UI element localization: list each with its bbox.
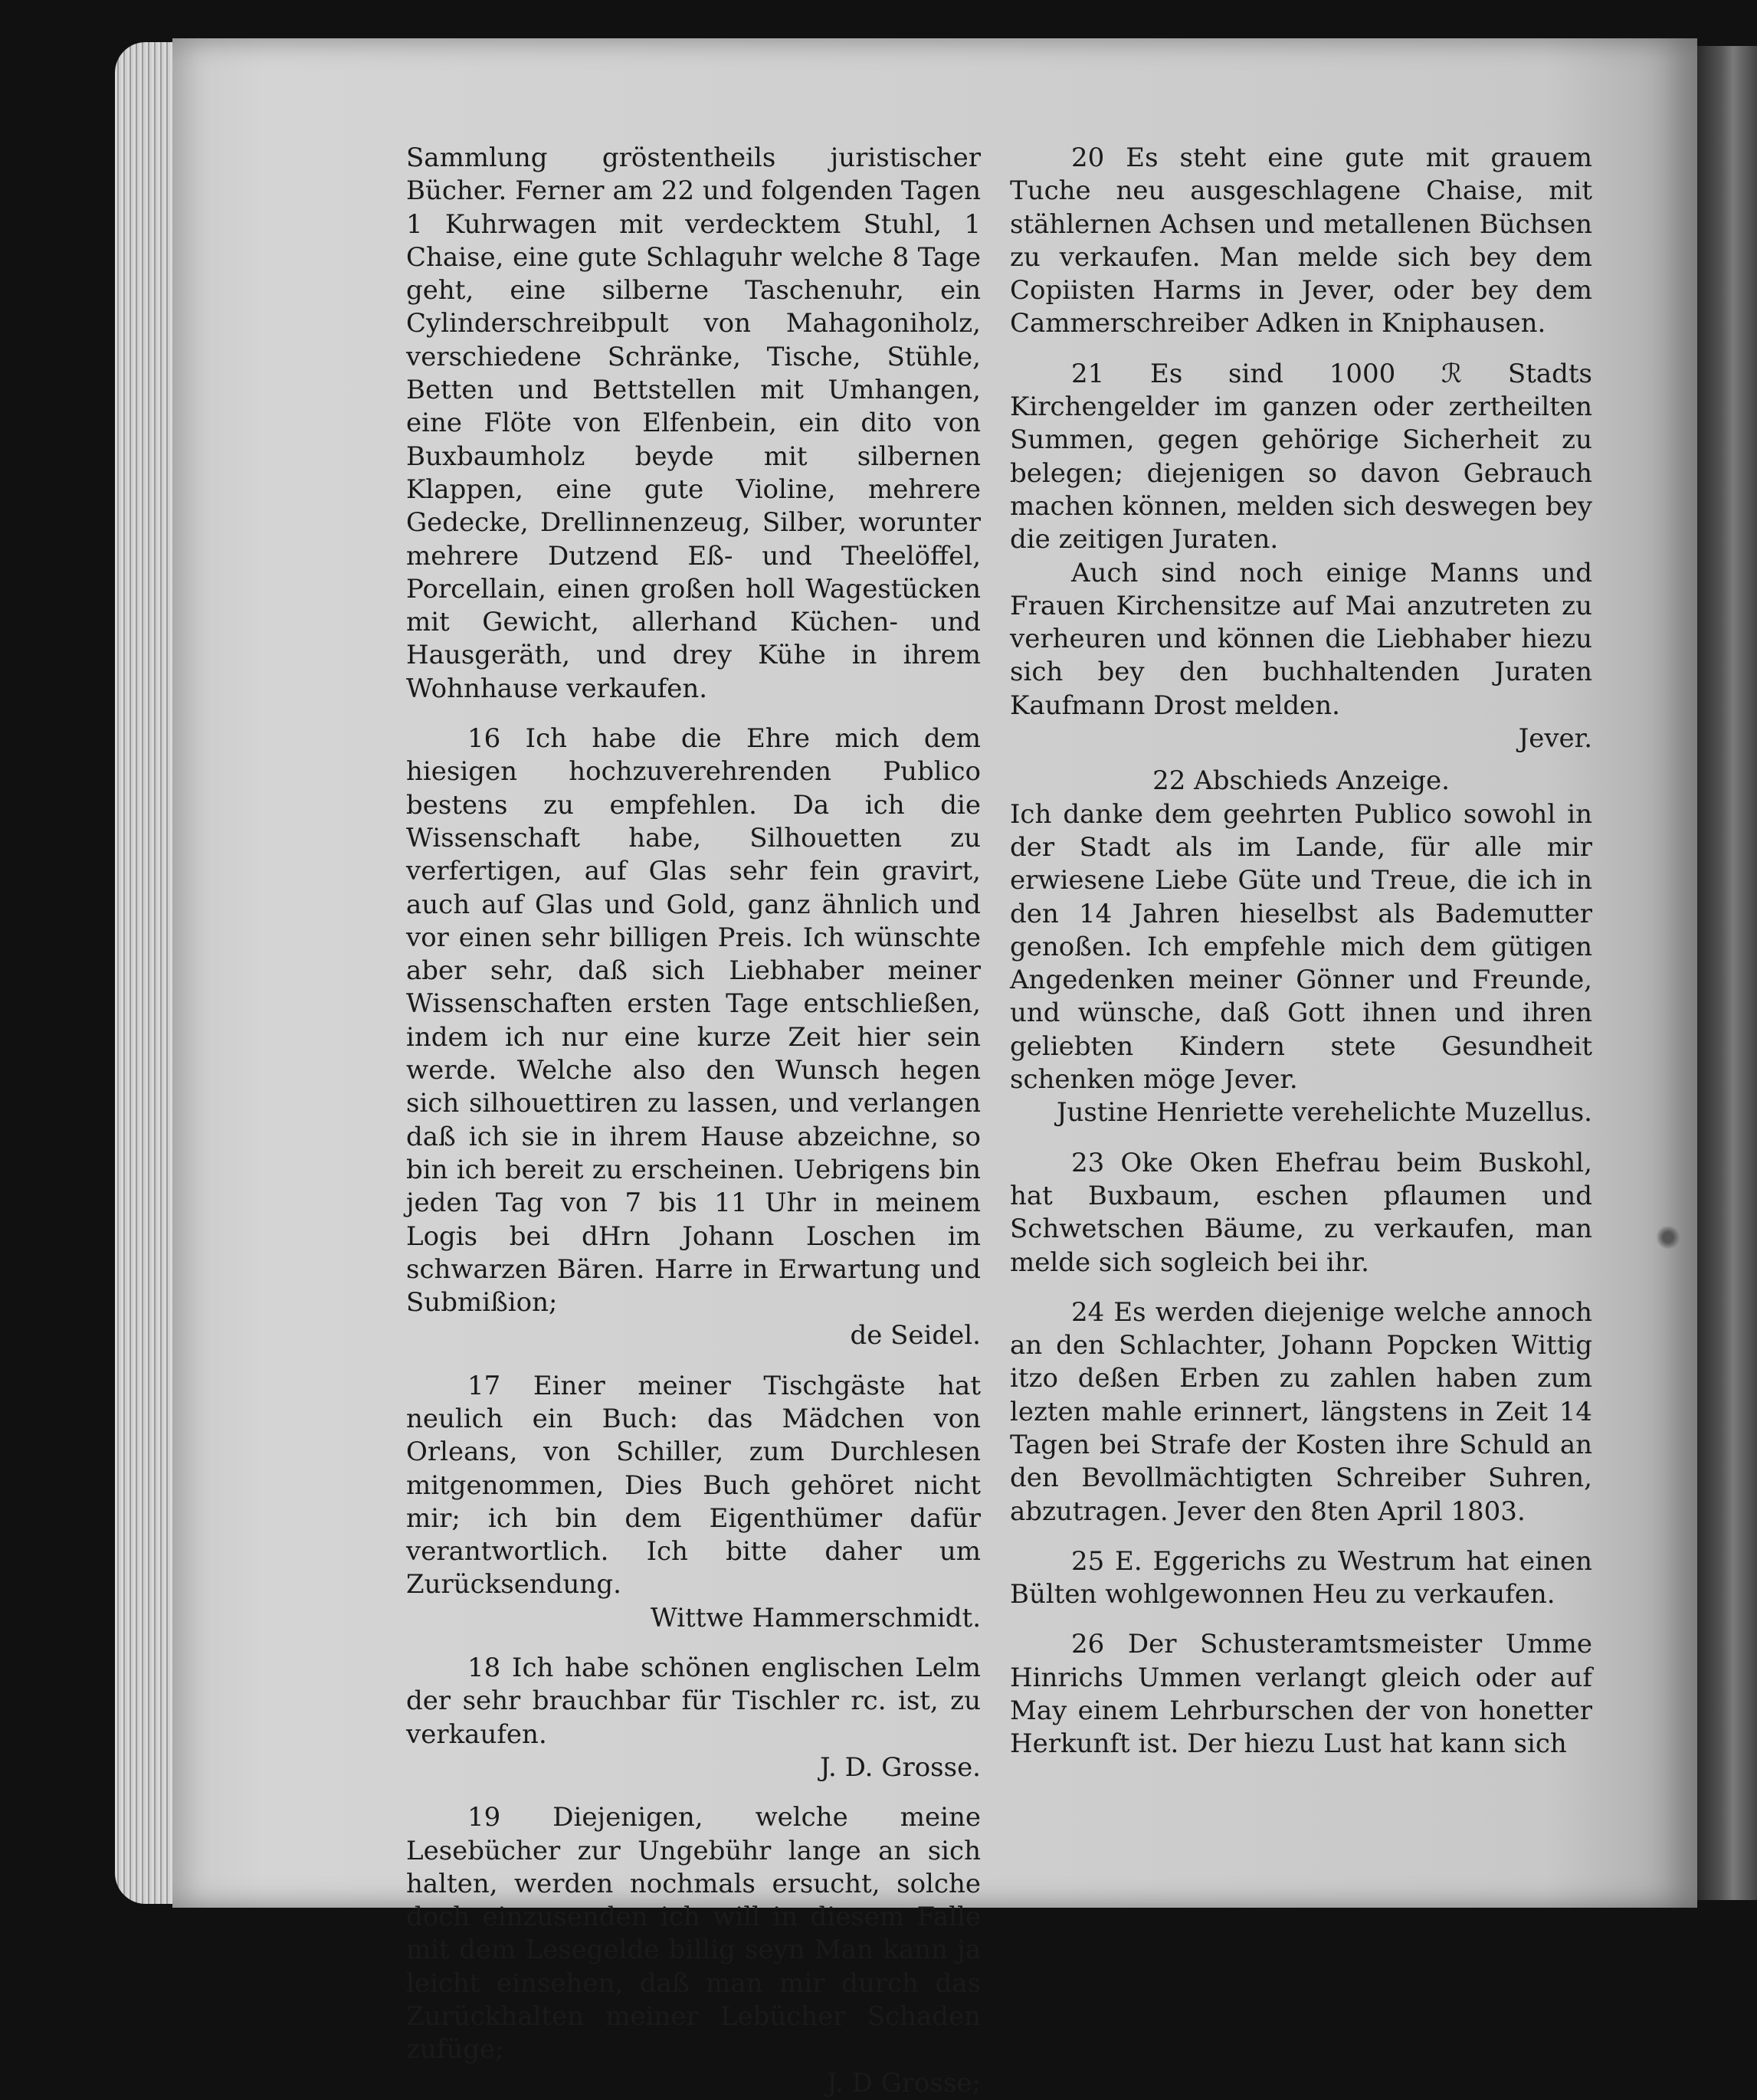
notice-23 xyxy=(1010,1147,1592,1279)
ink-stain xyxy=(1655,1226,1681,1249)
notice-17-text: 17 Einer meiner Tischgäste hat neulich ein Buch: das Mädchen von Orleans, von Schiller, zum Durchlesen mitgenommen, Dies Buch gehöret nicht mir; ich bin dem Eigenthümer dafür verantwortlich. Ich bitte daher um Zurücksendung. xyxy=(406,1370,981,1600)
notice-25-text: 25 E. Eggerichs zu Westrum hat einen Bülten wohlgewonnen Heu zu verkaufen. xyxy=(1010,1545,1592,1610)
notice-22-signature: Justine Henriette verehelichte Muzellus. xyxy=(1056,1097,1592,1129)
notice-20-text: 20 Es steht eine gute mit grauem Tuche neu ausgeschlagene Chaise, mit stählernen Achsen und metallenen Büchsen zu verkaufen. Man melde sich bey dem Copiisten Harms in Jever, oder bey dem Cammerschreiber Adken in Kniphausen. xyxy=(1010,143,1592,339)
notice-26 xyxy=(1010,1628,1592,1761)
notice-24 xyxy=(1010,1296,1592,1528)
book-gutter-edge xyxy=(1697,46,1757,1900)
notice-21 xyxy=(1010,358,1592,756)
notice-18 xyxy=(406,1652,981,1784)
notice-21-place: Jever. xyxy=(1518,723,1592,755)
auction-continuation xyxy=(406,142,981,706)
notice-21-addendum: Auch sind noch einige Manns und Frauen Kirchensitze auf Mai anzutreten zu verheuren und können die Liebhaber hiezu sich bey den buchhaltenden Juraten Kaufmann Drost melden. xyxy=(1010,557,1592,721)
notice-16-text: 16 Ich habe die Ehre mich dem hiesigen hochzuverehrenden Publico bestens zu empfehlen. Da ich die Wissenschaft habe, Silhouetten zu verfertigen, auf Glas sehr fein gravirt, auch auf Glas und Gold, ganz ähnlich und vor einen sehr billigen Preis. Ich wünschte aber sehr, daß sich Liebhaber meiner Wissenschaften ersten Tage entschließen, indem ich nur eine kurze Zeit hier sein werde. Welche also den Wunsch hegen sich silhouettiren zu lassen, und verlangen daß ich sie in ihrem Hause abzeichne, so bin ich bereit zu erscheinen. Uebrigens bin jeden Tag von 7 bis 11 Uhr in meinem Logis bei dHrn Johann Loschen im schwarzen Bären. Harre in Erwartung und Submißion; xyxy=(406,723,981,1319)
notice-16-signature: de Seidel. xyxy=(850,1320,981,1351)
notice-19 xyxy=(406,1801,981,2100)
notice-25 xyxy=(1010,1545,1592,1612)
auction-text: Sammlung gröstentheils juristischer Bücher. Ferner am 22 und folgenden Tagen 1 Kuhrwagen mit verdecktem Stuhl, 1 Chaise, eine gute Schlaguhr welche 8 Tage geht, eine silberne Taschenuhr, ein Cylinderschreibpult von Mahagoniholz, verschiedene Schränke, Tische, Stühle, Betten und Bettstellen mit Umhangen, eine Flöte von Elfenbein, ein dito von Buxbaumholz beyde mit silbernen Klappen, eine gute Violine, mehrere Gedecke, Drellinnenzeug, Silber, worunter mehrere Dutzend Eß- und Theelöffel, Porcellain, einen großen holl Wagestücken mit Gewicht, allerhand Küchen- und Hausgeräth, und drey Kühe in ihrem Wohnhause verkaufen. xyxy=(406,143,981,704)
notice-19-text: 19 Diejenigen, welche meine Lesebücher zur Ungebühr lange an sich halten, werden nochmals ersucht, solche doch einzusenden ich will in diesem Falle mit dem Lesegelde billig seyn Man kann ja leicht einsehen, daß man mir durch das Zurückhalten meiner Lebücher Schaden zufüge; xyxy=(406,1802,981,2066)
notice-24-text: 24 Es werden diejenige welche annoch an den Schlachter, Johann Popcken Wittig itzo deßen Erben zu zahlen haben zum lezten mahle erinnert, längstens in Zeit 14 Tagen bei Strafe der Kosten ihre Schuld an den Bevollmächtigten Schreiber Suhren, abzutragen. Jever den 8ten April 1803. xyxy=(1010,1296,1592,1527)
left-column xyxy=(406,142,981,2100)
notice-26-text: 26 Der Schusteramtsmeister Umme Hinrichs Ummen verlangt gleich oder auf May einem Lehrburschen der von honetter Herkunft ist. Der hiezu Lust hat kann sich xyxy=(1010,1629,1592,1760)
notice-22 xyxy=(1010,765,1592,1129)
notice-18-text: 18 Ich habe schönen englischen Lelm der sehr brauchbar für Tischler rc. ist, zu verkaufen. xyxy=(406,1653,981,1750)
notice-22-title: 22 Abschieds Anzeige. xyxy=(1152,765,1450,797)
notice-23-text: 23 Oke Oken Ehefrau beim Buskohl, hat Buxbaum, eschen pflaumen und Schwetschen Bäume, zu verkaufen, man melde sich sogleich bei ihr. xyxy=(1010,1147,1592,1278)
notice-21-text: 21 Es sind 1000 ℛ Stadts Kirchengelder im ganzen oder zertheilten Summen, gegen gehörige Sicherheit zu belegen; diejenigen so davon Gebrauch machen können, melden sich deswegen bey die zeitigen Juraten. xyxy=(1010,358,1592,555)
notice-17-signature: Wittwe Hammerschmidt. xyxy=(650,1602,981,1633)
notice-16 xyxy=(406,722,981,1353)
notice-22-text: Ich danke dem geehrten Publico sowohl in der Stadt als im Lande, für alle mir erwiesene Liebe Güte und Treue, die ich in den 14 Jahren hieselbst als Bademutter genoßen. Ich empfehle mich dem gütigen Angedenken meiner Gönner und Freunde, und wünsche, daß Gott ihnen und ihren geliebten Kindern stete Gesundheit schenken möge Jever. xyxy=(1010,798,1592,1096)
notice-18-signature: J. D. Grosse. xyxy=(820,1751,981,1783)
notice-20 xyxy=(1010,142,1592,341)
notice-19-signature: J. D Grosse; xyxy=(826,2067,981,2098)
notice-17 xyxy=(406,1370,981,1635)
right-column xyxy=(1010,142,1592,1761)
